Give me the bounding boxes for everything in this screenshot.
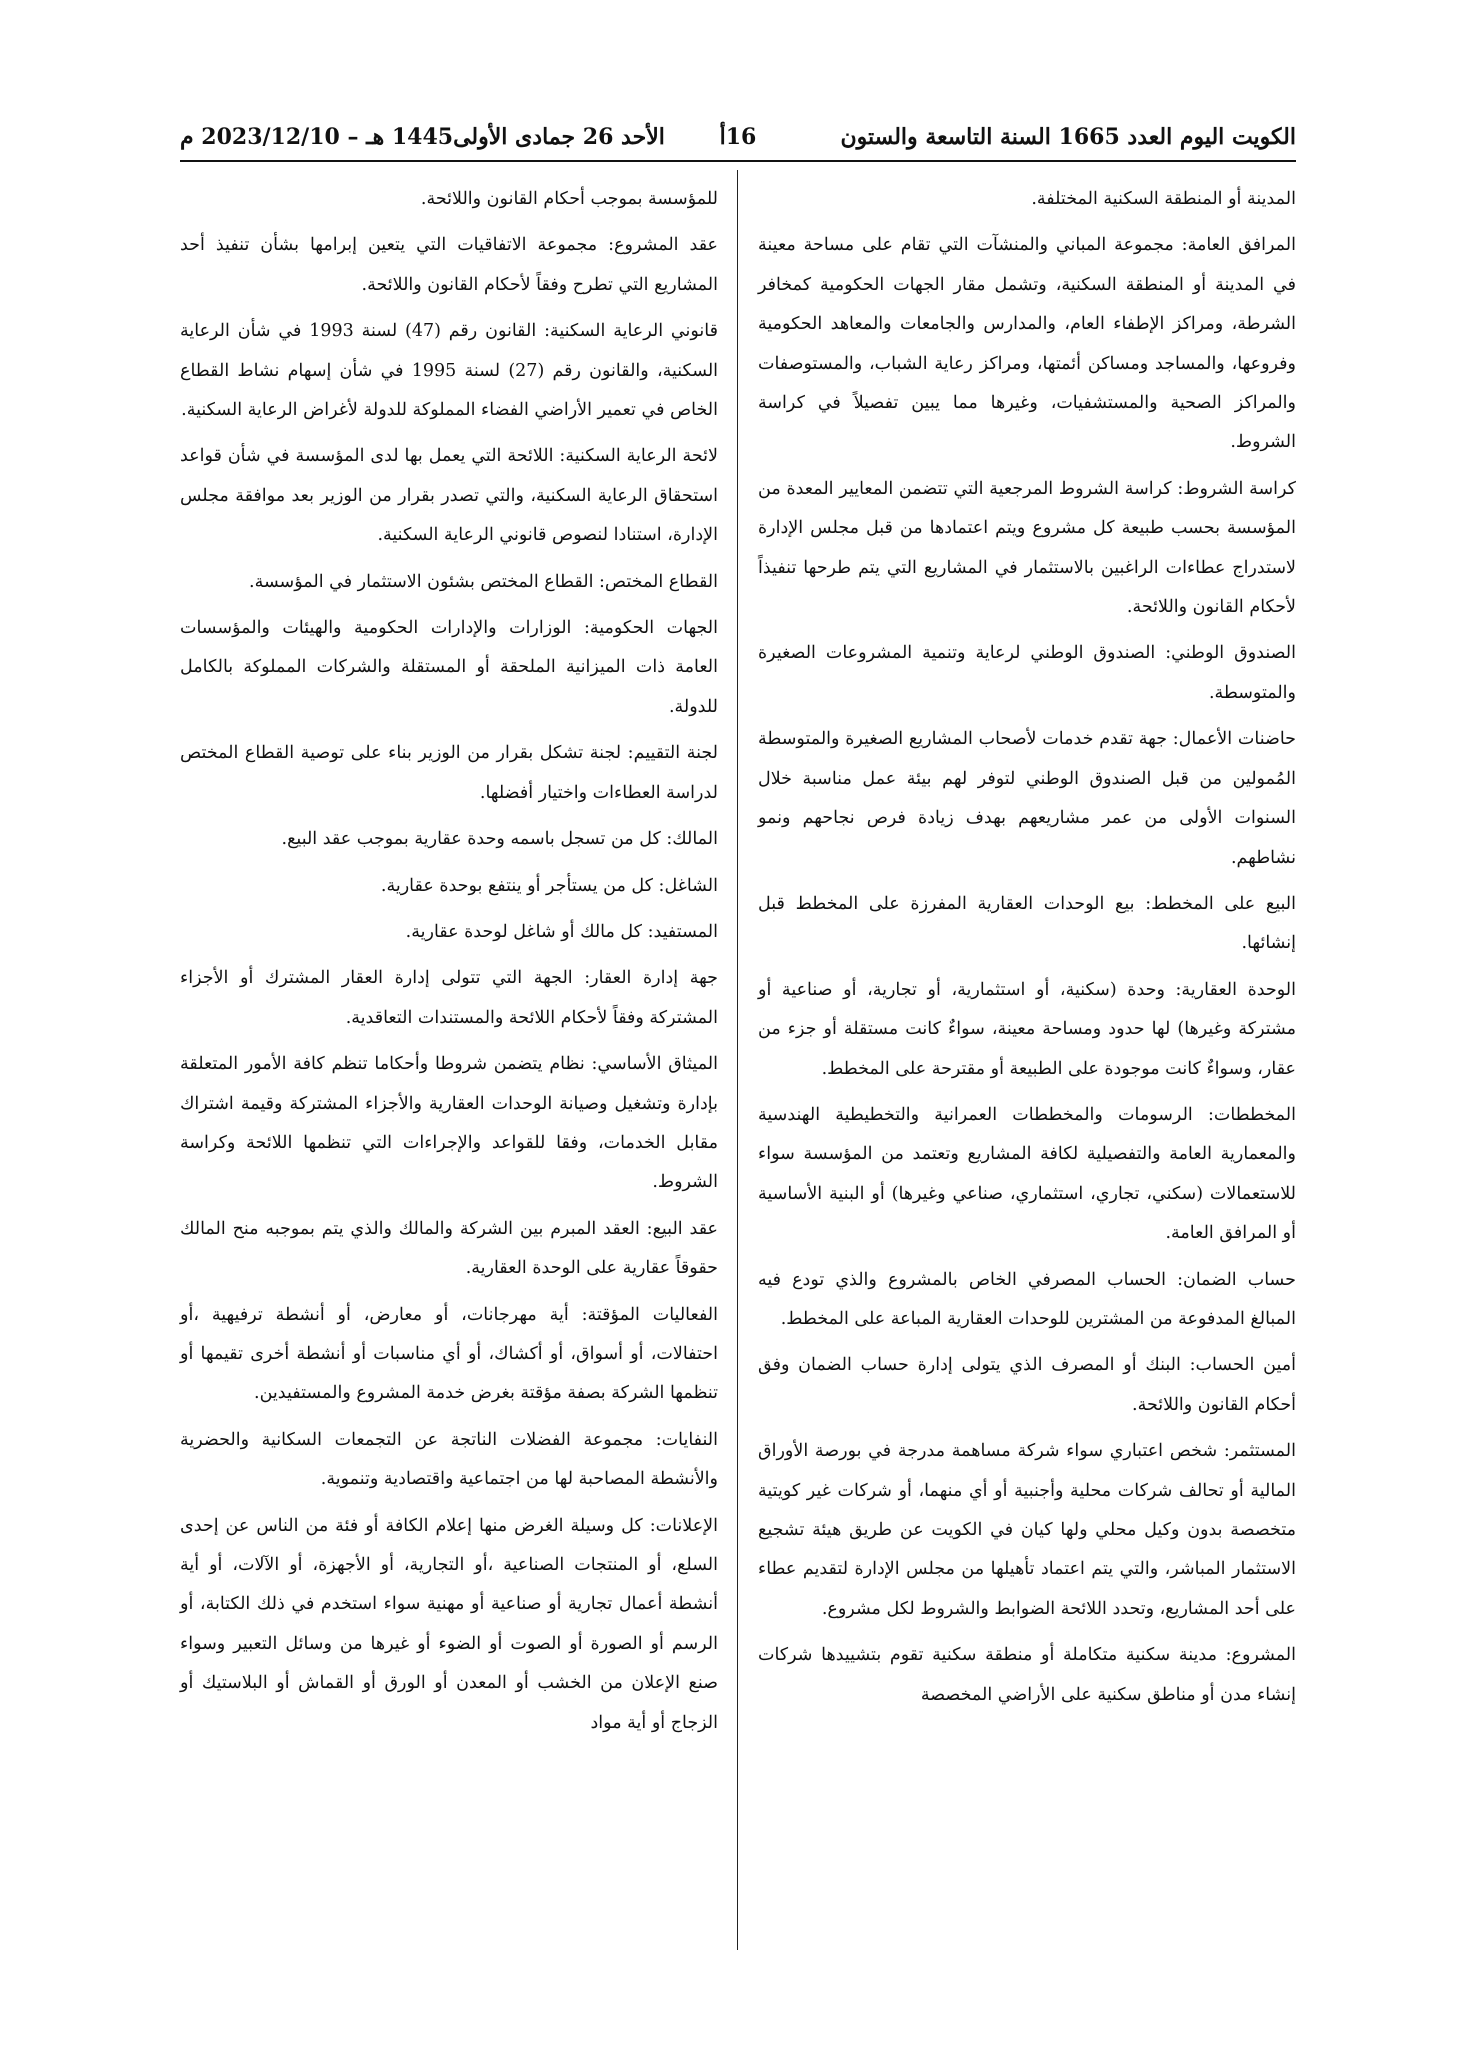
definition-entry: الإعلانات: كل وسيلة الغرض منها إعلام الكافة أو فئة من الناس عن إحدى السلع، أو المنتجات الصناعية ،أو التجارية، أو الأجهزة، أو الآلات، أو أية أنشطة أعمال تجارية أو صناعية أو مهنية سواء استخدم في ذلك الكتابة، أو الرسم أو الصورة أو الصوت أو الضوء أو غيرها من وسائل التعبير وسواء صنع الإعلان من الخشب أو المعدن أو الورق أو القماش أو البلاستيك أو الزجاج أو أية مواد <box>180 1515 718 1733</box>
gazette-title: الكويت اليوم العدد 1665 السنة التاسعة والستون <box>840 124 1296 150</box>
definition-entry: الميثاق الأساسي: نظام يتضمن شروطا وأحكاما تنظم كافة الأمور المتعلقة بإدارة وتشغيل وصيانة الوحدات العقارية والأجزاء المشتركة وقيمة اشتراك مقابل الخدمات، وفقا للقواعد والإجراءات التي تنظمها اللائحة وكراسة الشروط. <box>180 1054 718 1193</box>
definition-entry: لجنة التقييم: لجنة تشكل بقرار من الوزير بناء على توصية القطاع المختص لدراسة العطاءات واختيار أفضلها. <box>180 743 718 803</box>
definition-entry: قانوني الرعاية السكنية: القانون رقم (47) لسنة 1993 في شأن الرعاية السكنية، والقانون رقم (27) لسنة 1995 في شأن إسهام نشاط القطاع الخاص في تعمير الأراضي الفضاء المملوكة للدولة لأغراض الرعاية السكنية. <box>180 321 719 421</box>
left-column <box>180 180 718 1750</box>
definition-entry: المدينة أو المنطقة السكنية المختلفة. <box>1031 189 1296 209</box>
header-divider <box>180 160 1296 162</box>
definition-entry: حساب الضمان: الحساب المصرفي الخاص بالمشروع والذي تودع فيه المبالغ المدفوعة من المشترين للوحدات العقارية المباعة على المخطط. <box>758 1269 1296 1329</box>
definition-entry: أمين الحساب: البنك أو المصرف الذي يتولى إدارة حساب الضمان وفق أحكام القانون واللائحة. <box>758 1355 1296 1415</box>
issue-date: الأحد 26 جمادى الأولى1445 هـ – 2023/12/10 م <box>180 124 665 150</box>
definition-entry: عقد المشروع: مجموعة الاتفاقيات التي يتعين إبرامها بشأن تنفيذ أحد المشاريع التي تطرح وفقاً لأحكام القانون واللائحة. <box>180 235 718 295</box>
definition-entry: البيع على المخطط: بيع الوحدات العقارية المفرزة على المخطط قبل إنشائها. <box>758 893 1296 954</box>
definition-entry: الجهات الحكومية: الوزارات والإدارات الحكومية والهيئات والمؤسسات العامة ذات الميزانية الملحقة أو المستقلة والشركات المملوكة بالكامل للدولة. <box>180 618 718 717</box>
page-number: 16أ <box>719 124 757 150</box>
right-column <box>758 180 1296 1722</box>
definition-entry: كراسة الشروط: كراسة الشروط المرجعية التي تتضمن المعايير المعدة من المؤسسة بحسب طبيعة كل مشروع ويتم اعتمادها من قبل مجلس الإدارة لاستدراج عطاءات الراغبين بالاستثمار في المشاريع التي يتم طرحها تنفيذاً لأحكام القانون واللائحة. <box>758 478 1296 618</box>
definition-entry: عقد البيع: العقد المبرم بين الشركة والمالك والذي يتم بموجبه منح المالك حقوقاً عقارية على الوحدة العقارية. <box>180 1218 718 1279</box>
column-divider <box>737 170 738 1950</box>
definition-entry: المرافق العامة: مجموعة المباني والمنشآت التي تقام على مساحة معينة في المدينة أو المنطقة السكنية، وتشمل مقار الجهات الحكومية كمخافر الشرطة، ومراكز الإطفاء العام، والمدارس والجامعات والمعاهد الحكومية وفروعها، والمساجد ومساكن أئمتها، ومراكز رعاية الشباب، والمستوصفات والمراكز الصحية والمستشفيات، وغيرها مما يبين تفصيلاً في كراسة الشروط. <box>758 235 1296 453</box>
definition-entry: المشروع: مدينة سكنية متكاملة أو منطقة سكنية تقوم بتشييدها شركات إنشاء مدن أو مناطق سكنية على الأراضي المخصصة <box>758 1645 1296 1705</box>
definition-entry: حاضنات الأعمال: جهة تقدم خدمات لأصحاب المشاريع الصغيرة والمتوسطة المُمولين من قبل الصندوق الوطني لتوفر لهم بيئة عمل مناسبة خلال السنوات الأولى من عمر مشاريعهم بهدف زيادة فرص نجاحهم ونمو نشاطهم. <box>758 729 1296 868</box>
definition-entry: الفعاليات المؤقتة: أية مهرجانات، أو معارض، أو أنشطة ترفيهية ،أو احتفالات، أو أسواق، أو أكشاك، أو أي مناسبات أو أنشطة أخرى تقيمها أو تنظمها الشركة بصفة مؤقتة بغرض خدمة المشروع والمستفيدين. <box>180 1304 718 1404</box>
definition-entry: المالك: كل من تسجل باسمه وحدة عقارية بموجب عقد البيع. <box>281 829 718 850</box>
page-header <box>180 118 1296 162</box>
definition-entry: القطاع المختص: القطاع المختص بشئون الاستثمار في المؤسسة. <box>249 571 718 592</box>
definition-entry: للمؤسسة بموجب أحكام القانون واللائحة. <box>420 189 718 209</box>
definition-entry: جهة إدارة العقار: الجهة التي تتولى إدارة العقار المشترك أو الأجزاء المشتركة وفقاً لأحكام اللائحة والمستندات التعاقدية. <box>180 968 718 1028</box>
definition-entry: لائحة الرعاية السكنية: اللائحة التي يعمل بها لدى المؤسسة في شأن قواعد استحقاق الرعاية السكنية، والتي تصدر بقرار من الوزير بعد موافقة مجلس الإدارة، استنادا لنصوص قانوني الرعاية السكنية. <box>180 446 718 546</box>
definition-entry: المخططات: الرسومات والمخططات العمرانية والتخطيطية الهندسية والمعمارية العامة والتفصيلية لكافة المشاريع وتعتمد من المؤسسة سواء للاستعمالات (سكني، تجاري، استثماري، صناعي وغيرها) أو البنية الأساسية أو المرافق العامة. <box>758 1104 1296 1244</box>
definition-entry: النفايات: مجموعة الفضلات الناتجة عن التجمعات السكانية والحضرية والأنشطة المصاحبة لها من اجتماعية واقتصادية وتنموية. <box>180 1429 718 1490</box>
definition-entry: الشاغل: كل من يستأجر أو ينتفع بوحدة عقارية. <box>380 875 718 896</box>
definition-entry: المستفيد: كل مالك أو شاغل لوحدة عقارية. <box>405 921 718 942</box>
definition-entry: المستثمر: شخص اعتباري سواء شركة مساهمة مدرجة في بورصة الأوراق المالية أو تحالف شركات محلية وأجنبية أو أي منهما، أو شركات غير كويتية متخصصة بدون وكيل محلي ولها كيان في الكويت عن طريق هيئة تشجيع الاستثمار المباشر، والتي يتم اعتماد تأهيلها من مجلس الإدارة لتقديم عطاء على أحد المشاريع، وتحدد اللائحة الضوابط والشروط لكل مشروع. <box>758 1441 1296 1619</box>
definition-entry: الوحدة العقارية: وحدة (سكنية، أو استثمارية، أو تجارية، أو صناعية أو مشتركة وغيرها) لها حدود ومساحة معينة، سواءٌ كانت مستقلة أو جزء من عقار، وسواءٌ كانت موجودة على الطبيعة أو مقترحة على المخطط. <box>758 979 1296 1079</box>
definition-entry: الصندوق الوطني: الصندوق الوطني لرعاية وتنمية المشروعات الصغيرة والمتوسطة. <box>758 643 1296 703</box>
